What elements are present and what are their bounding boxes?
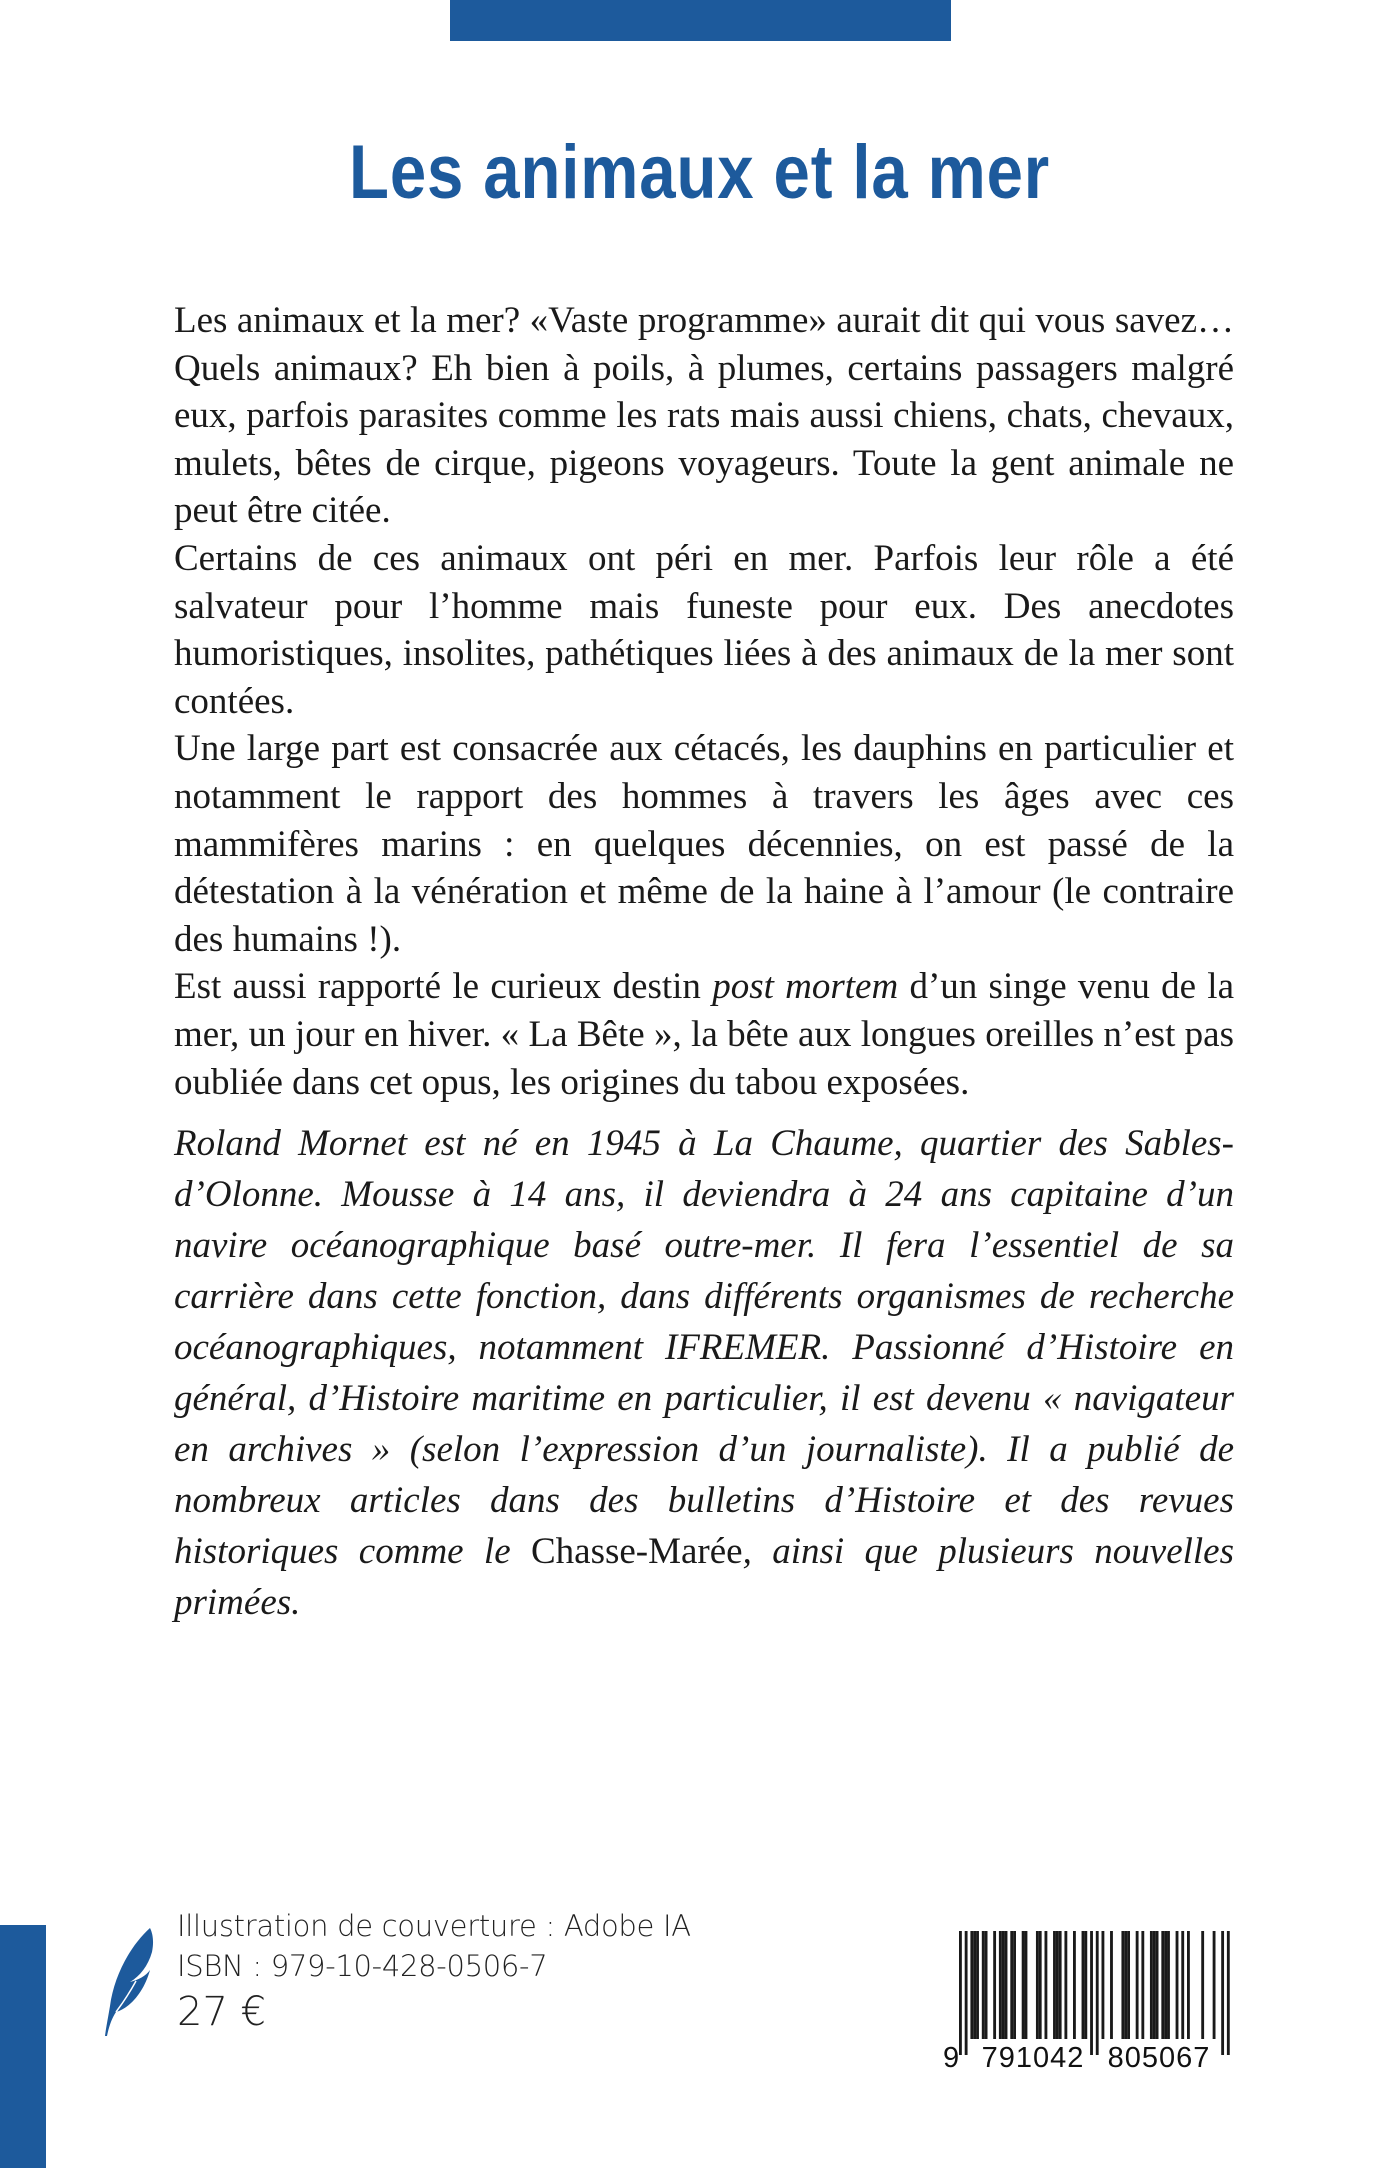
barcode-bar	[1156, 1931, 1159, 2039]
barcode-bar	[1201, 1931, 1204, 2039]
barcode	[925, 1928, 1245, 2078]
barcode-lead-digit: 9	[943, 2042, 960, 2074]
barcode-bar	[1053, 1931, 1056, 2039]
barcode-graphic	[925, 1928, 1245, 2078]
barcode-bar	[1096, 1931, 1099, 2055]
price: 27 €	[177, 1989, 267, 2035]
blurb	[174, 297, 1234, 1106]
barcode-bar	[959, 1931, 962, 2055]
barcode-left-digits: 791042	[981, 2042, 1085, 2074]
barcode-bar	[999, 1931, 1002, 2039]
barcode-bar	[1102, 1931, 1105, 2039]
barcode-bar	[1039, 1931, 1042, 2039]
barcode-bar	[1181, 1931, 1184, 2039]
barcode-bar	[1082, 1931, 1085, 2039]
barcode-bar	[1150, 1931, 1153, 2039]
barcode-bar	[1090, 1931, 1093, 2055]
book-title	[0, 128, 1400, 218]
barcode-bar	[1164, 1931, 1167, 2039]
blurb-paragraph: Les animaux et la mer? «Vaste programme» aurait dit qui vous savez… Quels animaux? Eh bien à poils, à plumes, certains passagers malgré eux, parfois parasites comme les rats mais aussi chiens, chats, chevaux, mulets, bêtes de cirque, pigeons voyageurs. Toute la gent animale ne peut être citée.	[174, 300, 1234, 532]
blurb-text: Est aussi rapporté le curieux destin	[174, 966, 713, 1008]
barcode-bar	[1121, 1931, 1124, 2039]
barcode-bar	[1010, 1931, 1013, 2039]
barcode-bar	[1064, 1931, 1067, 2039]
barcode-bar	[993, 1931, 996, 2039]
barcode-bar	[965, 1931, 968, 2055]
blurb-text: d’un singe venu de la mer, un jour en hiver. « La Bête », la bête aux longues oreilles n’est pas oubliée dans cet opus, les origines du tabou exposées.	[174, 966, 1234, 1103]
bio-text: , ainsi que plusieurs nouvelles primées.	[174, 1531, 1234, 1623]
barcode-bar	[1153, 1931, 1156, 2039]
blurb-paragraph: Certains de ces animaux ont péri en mer. Parfois leur rôle a été salvateur pour l’homme mais funeste pour eux. Des anecdotes humoristiques, insolites, pathétiques liées à des animaux de la mer sont contées.	[174, 537, 1234, 722]
colophon	[177, 1906, 691, 2036]
barcode-bar	[973, 1931, 976, 2039]
barcode-bar	[1187, 1931, 1190, 2039]
author-bio	[174, 1118, 1234, 1628]
barcode-bar	[970, 1931, 973, 2039]
barcode-bar	[1013, 1931, 1016, 2039]
side-accent-bar	[0, 1925, 46, 2168]
barcode-right-digits: 805067	[1107, 2042, 1211, 2074]
barcode-bar	[1022, 1931, 1025, 2039]
barcode-bar	[1045, 1931, 1048, 2039]
barcode-bar	[1025, 1931, 1028, 2039]
barcode-bar	[1221, 1931, 1224, 2055]
barcode-bar	[1167, 1931, 1170, 2039]
top-accent-bar	[450, 0, 951, 41]
book-title-text: Les animaux et la mer	[349, 130, 1051, 215]
barcode-bar	[1084, 1931, 1087, 2039]
magazine-title: Chasse-Marée	[530, 1531, 743, 1572]
blurb-paragraph: Une large part est consacrée aux cétacés, les dauphins en particulier et notamment le rapport des hommes à travers les âges avec ces mammifères marins : en quelques décennies, on est passé de la détestation à la vénération et même de la haine à l’amour (le contraire des humains !).	[174, 728, 1234, 960]
barcode-bar	[1073, 1931, 1076, 2039]
isbn: ISBN : 979-10-428-0506-7	[177, 1949, 548, 1983]
barcode-bar	[1036, 1931, 1039, 2039]
barcode-bar	[976, 1931, 979, 2039]
barcode-bar	[1136, 1931, 1139, 2039]
barcode-bar	[982, 1931, 985, 2039]
barcode-bar	[1127, 1931, 1130, 2039]
barcode-bar	[1176, 1931, 1179, 2039]
author-bio-paragraph	[174, 1118, 1234, 1628]
barcode-bar	[985, 1931, 988, 2039]
barcode-bar	[1002, 1931, 1005, 2039]
barcode-bar	[1213, 1931, 1216, 2039]
barcode-bar	[1110, 1931, 1113, 2039]
barcode-bar	[1161, 1931, 1164, 2039]
barcode-bar	[1124, 1931, 1127, 2039]
barcode-bar	[1059, 1931, 1062, 2039]
barcode-bar	[1227, 1931, 1230, 2055]
blurb-italic-term: post mortem	[712, 966, 899, 1008]
feather-icon	[100, 1926, 156, 2038]
blurb-paragraph	[174, 963, 1234, 1106]
illustration-credit: Illustration de couverture : Adobe IA	[177, 1909, 691, 1943]
barcode-bar	[1005, 1931, 1008, 2039]
barcode-bar	[1141, 1931, 1144, 2039]
bio-text: Roland Mornet est né en 1945 à La Chaume, quartier des Sables-d’Olonne. Mousse à 14 ans, il deviendra à 24 ans capitaine d’un navire océanographique basé outre-mer. Il fera l’essentiel de sa carrière dans cette fonction, dans différents organismes de recherche océanographiques, notamment IFREMER. Passionné d’Histoire en général, d’Histoire maritime en particulier, il est devenu « navigateur en archives » (selon l’expression d’un journaliste). Il a publié de nombreux articles dans des bulletins d’Histoire et des revues historiques comme le	[174, 1123, 1234, 1572]
barcode-bar	[1056, 1931, 1059, 2039]
